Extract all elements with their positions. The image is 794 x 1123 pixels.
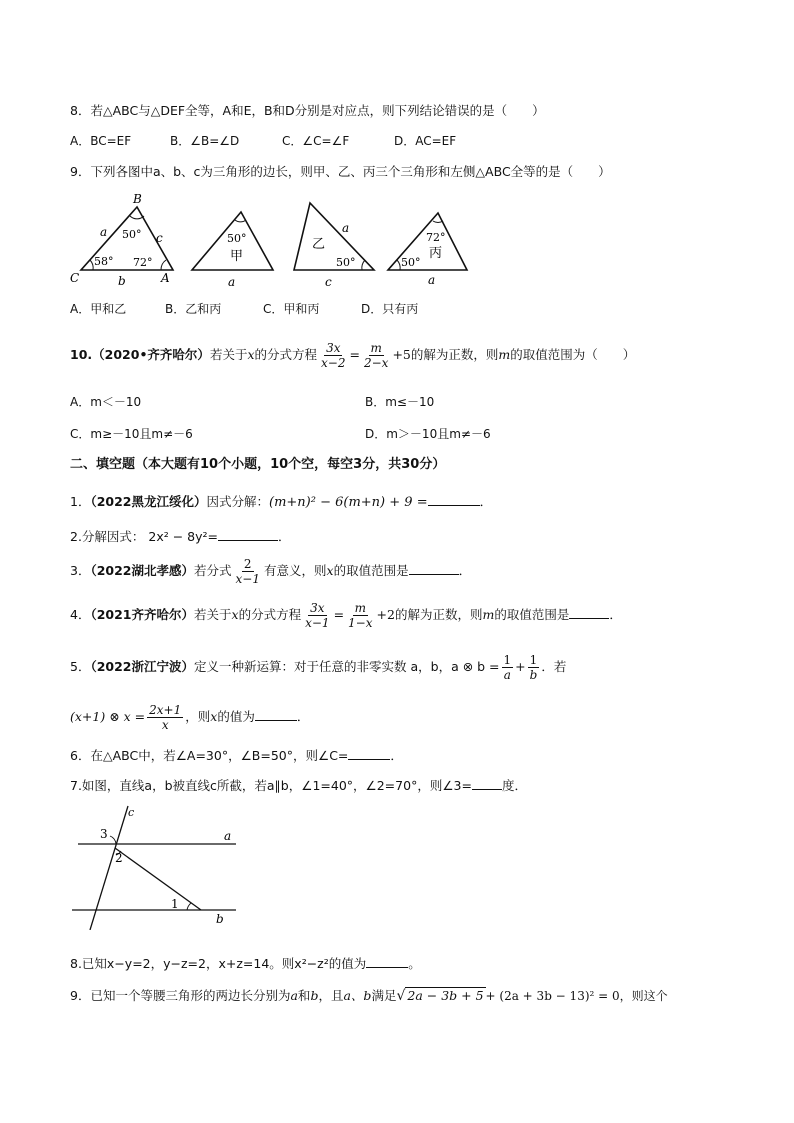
q10-number: 10. — [70, 347, 93, 362]
fill-2-blank[interactable] — [218, 528, 278, 541]
fill-4-number: 4． — [70, 607, 91, 622]
fill-4-post: 的解为正数，则 — [394, 607, 483, 622]
label-A: A — [161, 271, 170, 285]
fill-4-blank[interactable] — [569, 606, 609, 619]
fill-4-fraction-1 — [303, 601, 331, 630]
angle-3: 3 — [100, 827, 108, 841]
transversal — [115, 848, 201, 910]
fill-4-frac1-num: 3x — [310, 601, 325, 615]
fill-4-mid: 的分式方程 — [238, 607, 302, 622]
angle-C-58: 58° — [94, 255, 114, 268]
q10-equals: = — [349, 347, 360, 362]
label-c: c — [156, 231, 163, 245]
fill-3 — [70, 554, 471, 588]
yi-side-a: a — [342, 221, 350, 235]
q10-post: 的解为正数，则 — [410, 347, 499, 362]
fill-9-rest: + (2a + 3b − 13)² = 0，则这个 — [485, 989, 668, 1003]
fill-2 — [70, 528, 291, 546]
q9-option-d: D．只有丙 — [361, 302, 419, 316]
jia-side-a: a — [228, 275, 236, 289]
fill-7-parallel-lines-figure — [66, 800, 246, 930]
bing-name: 丙 — [429, 246, 443, 261]
bing-angle-top: 72° — [426, 231, 446, 244]
fill-5-number: 5． — [70, 659, 91, 674]
fill-4-end: ． — [609, 607, 622, 622]
label-c: c — [128, 806, 135, 819]
fill-8-blank[interactable] — [366, 955, 408, 968]
q10-stem — [70, 338, 635, 372]
q10-source: （2020•齐齐哈尔） — [92, 347, 210, 362]
fill-3-blank[interactable] — [409, 562, 459, 575]
fill-4-plus: +2 — [376, 607, 395, 622]
q10-tail: 的取值范围为（ ） — [510, 347, 636, 362]
q10-option-d: D．m＞－10且m≠－6 — [365, 427, 491, 441]
section-2-title: 二、填空题（本大题有10个小题，10个空，每空3分，共30分） — [70, 457, 446, 472]
fill-5-fraction-3 — [147, 703, 183, 732]
q10-option-c: C．m≥－10且m≠－6 — [70, 427, 193, 441]
angle-2: 2 — [115, 851, 123, 865]
fill-7-end: 度． — [501, 778, 527, 793]
fill-4-var-x: x — [231, 607, 239, 622]
q9-option-a: A．甲和乙 — [70, 302, 127, 316]
fill-3-mid: 有意义，则 — [263, 563, 327, 578]
q10-frac1-den: x−2 — [321, 356, 346, 370]
fill-5-fraction-2 — [528, 653, 540, 682]
fill-9-satisfy: 满足 — [371, 988, 397, 1003]
q10-plus: +5 — [392, 347, 411, 362]
fill-3-end: ． — [458, 563, 472, 578]
fill-5-line-1 — [70, 650, 566, 684]
fill-4-source: （2021齐齐哈尔） — [90, 607, 194, 622]
fill-2-text: 2.分解因式： 2x² − 8y²= — [70, 529, 219, 544]
q9-triangles-figure — [66, 190, 486, 296]
fill-5-text: 定义一种新运算：对于任意的非零实数 a，b，a ⊗ b = — [194, 659, 500, 674]
q10-mid: 的分式方程 — [254, 347, 318, 362]
fill-5-plus: + — [515, 659, 526, 674]
q10-frac1-num: 3x — [326, 341, 341, 355]
fill-1-text: 因式分解： — [206, 494, 270, 509]
q8-option-d: D．AC=EF — [394, 134, 457, 148]
fill-4-frac2-num: m — [354, 601, 366, 615]
fill-5-f1-num: 1 — [503, 653, 512, 667]
fill-5-f2-den: b — [529, 668, 538, 682]
fill-6-text: 6．在△ABC中，若∠A=30°，∠B=50°，则∠C= — [70, 748, 349, 763]
fill-8-text: 8.已知x−y=2，y−z=2，x+z=14。则x²−z²的值为 — [70, 956, 367, 971]
fill-1-expression: (m+n)² − 6(m+n) + 9 = — [269, 495, 428, 510]
q10-var-m: m — [498, 347, 511, 362]
triangle-jia — [192, 212, 273, 289]
angle-1: 1 — [171, 897, 179, 911]
fill-4-pre: 若关于 — [194, 607, 232, 622]
sqrt-icon: √ — [396, 988, 406, 1004]
fill-9 — [70, 985, 668, 1007]
fill-1 — [70, 490, 492, 515]
fill-3-var: x — [326, 563, 334, 578]
q8-option-c: C．∠C=∠F — [282, 134, 350, 148]
q10-var-x: x — [247, 347, 255, 362]
fill-4-var-m: m — [482, 607, 495, 622]
fill-1-source: （2022黑龙江绥化） — [90, 494, 207, 509]
q10-pre: 若关于 — [209, 347, 248, 362]
label-B: B — [133, 192, 142, 206]
q8-stem: 8．若△ABC与△DEF全等，A和E，B和D分别是对应点，则下列结论错误的是（ ） — [70, 103, 545, 118]
q8-option-a: A．BC=EF — [70, 134, 132, 148]
label-a: a — [100, 225, 108, 239]
fill-9-ab: a、b — [343, 988, 372, 1003]
triangle-abc — [70, 192, 173, 288]
fill-4-fraction-2 — [346, 601, 374, 630]
fill-5-line2-tail: 的值为 — [217, 709, 255, 724]
yi-angle: 50° — [336, 256, 356, 269]
q8-option-b: B．∠B=∠D — [170, 134, 240, 148]
fill-5-after: ．若 — [541, 659, 567, 674]
q10-frac2-num: m — [370, 341, 382, 355]
fill-5-l2-den: x — [161, 718, 169, 732]
bing-angle-left: 50° — [401, 256, 421, 269]
fill-4-frac1-den: x−1 — [305, 616, 330, 630]
yi-side-c: c — [325, 275, 332, 289]
q9-option-b: B．乙和丙 — [165, 302, 222, 316]
label-a: a — [224, 829, 232, 843]
fill-5-f2-num: 1 — [529, 653, 538, 667]
fill-5-end: ． — [296, 709, 310, 724]
fill-4-frac2-den: 1−x — [348, 616, 373, 630]
fill-4-equals: = — [333, 607, 345, 622]
angle-B-50: 50° — [122, 228, 142, 241]
fill-5-line2-post: ，则 — [185, 709, 211, 724]
fill-3-source: （2022湖北孝感） — [90, 563, 194, 578]
fill-1-number: 1． — [70, 494, 91, 509]
label-b: b — [216, 912, 224, 926]
bing-side-a: a — [428, 273, 436, 287]
label-C: C — [70, 271, 80, 285]
fill-2-end: ． — [278, 529, 291, 544]
fill-1-end: ． — [479, 494, 493, 509]
fill-5-blank[interactable] — [255, 708, 297, 721]
line-c — [90, 806, 128, 930]
jia-name: 甲 — [230, 249, 244, 264]
fill-3-post: 的取值范围是 — [333, 563, 409, 578]
fill-6-blank[interactable] — [348, 747, 390, 760]
fill-1-blank[interactable] — [428, 493, 480, 506]
fill-8 — [70, 955, 421, 973]
fill-5-source: （2022浙江宁波） — [90, 659, 194, 674]
fill-5-fraction-1 — [502, 653, 514, 682]
fill-6 — [70, 747, 403, 765]
triangle-bing — [388, 213, 467, 287]
fill-9-var-b: b — [310, 988, 319, 1003]
q10-fraction-2 — [362, 341, 390, 370]
fill-4-tail: 的取值范围是 — [494, 607, 570, 622]
label-b: b — [118, 274, 126, 288]
fill-7-text: 7.如图，直线a，b被直线c所截，若a∥b，∠1=40°，∠2=70°，则∠3= — [70, 778, 472, 793]
q9-stem: 9．下列各图中a、b、c为三角形的边长，则甲、乙、丙三个三角形和左侧△ABC全等的是（ ） — [70, 164, 611, 179]
fill-3-fraction — [234, 557, 262, 586]
fill-9-mid: ，且 — [318, 988, 344, 1003]
fill-9-var-a: a — [290, 988, 298, 1003]
q10-fraction-1 — [319, 341, 347, 370]
q10-frac2-den: 2−x — [363, 356, 389, 370]
fill-4 — [70, 598, 622, 632]
fill-7-blank[interactable] — [472, 777, 502, 790]
fill-7 — [70, 777, 527, 795]
fill-9-and: 和 — [297, 988, 311, 1003]
angle-A-72: 72° — [133, 256, 153, 269]
fill-3-frac-den: x−1 — [235, 572, 260, 586]
fill-8-end: 。 — [408, 956, 421, 971]
fill-3-pre: 若分式 — [194, 563, 232, 578]
fill-5-f1-den: a — [503, 668, 511, 682]
q10-option-b: B．m≤－10 — [365, 395, 435, 409]
fill-9-pre: 9．已知一个等腰三角形的两边长分别为 — [70, 988, 291, 1003]
fill-5-l2-num: 2x+1 — [149, 703, 182, 717]
fill-9-sqrt: 2a − 3b + 5 — [407, 988, 484, 1003]
triangle-yi — [294, 203, 374, 289]
fill-5-var: x — [210, 709, 218, 724]
fill-6-end: ． — [390, 748, 403, 763]
fill-3-number: 3． — [70, 563, 91, 578]
fill-3-frac-num: 2 — [243, 557, 252, 571]
q9-option-c: C．甲和丙 — [263, 302, 320, 316]
q10-option-a: A．m＜－10 — [70, 395, 142, 409]
fill-5-line-2 — [70, 700, 309, 734]
fill-5-line2-pre: (x+1) ⊗ x = — [70, 709, 146, 724]
yi-name: 乙 — [312, 237, 326, 252]
jia-angle: 50° — [227, 232, 247, 245]
